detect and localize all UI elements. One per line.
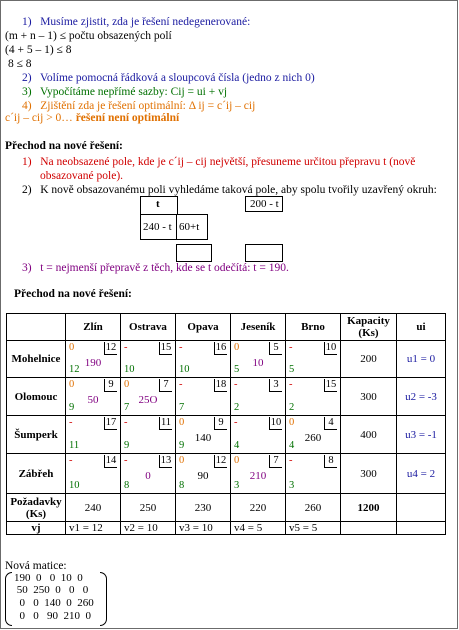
table-cell	[121, 416, 176, 454]
capacity-cell: 200	[341, 341, 397, 378]
cell-indirect: 11	[69, 440, 80, 451]
cell-delta: -	[179, 342, 183, 353]
table-cell	[231, 378, 286, 416]
col-header: Opava	[176, 314, 231, 341]
cell-delta: 0	[69, 342, 75, 353]
conclusion-result: řešení není optimální	[75, 112, 180, 124]
cell-indirect: 9	[179, 440, 185, 451]
matrix-row: 190 0 0 10 0	[14, 572, 83, 584]
table-row	[7, 454, 446, 494]
cell-delta: -	[69, 455, 73, 466]
cell-cost: 10	[270, 417, 282, 428]
table-row	[7, 416, 446, 454]
cell-delta: 0	[179, 455, 185, 466]
loop-top-right-label: 200 - t	[250, 198, 279, 210]
loop-t-label: t	[156, 198, 160, 210]
cell-cost: 10	[325, 342, 337, 353]
cell-indirect: 3	[234, 480, 240, 491]
cell-cost: 3	[269, 379, 282, 392]
empty-cell	[341, 522, 397, 535]
cell-delta: -	[124, 417, 128, 428]
matrix-row: 0 0 90 210 0	[14, 610, 91, 622]
cell-indirect: 3	[289, 480, 295, 491]
demand-cell: 230	[176, 494, 231, 522]
cell-delta: -	[289, 379, 293, 390]
transition-item-3: 3) t = nejmenší přepravě z těch, kde se t odečítá: t = 190.	[22, 262, 289, 274]
step-3: 3) Vypočítáme nepřímé sazby: Cij = ui + vj	[22, 86, 228, 98]
u-cell: u2 = -3	[397, 378, 446, 416]
cell-indirect: 12	[69, 364, 80, 375]
table-cell	[66, 378, 121, 416]
cell-cost: 9	[214, 417, 227, 430]
cell-amount: 25O	[138, 394, 158, 406]
cell-cost: 5	[269, 342, 282, 355]
table-cell	[66, 416, 121, 454]
table-cell	[176, 416, 231, 454]
v-label: vj	[7, 522, 66, 535]
matrix-row: 50 250 0 0 0	[14, 584, 89, 596]
matrix-label: Nová matice:	[5, 560, 67, 572]
cell-delta: 0	[234, 342, 240, 353]
table-cell	[231, 416, 286, 454]
cell-delta: -	[234, 417, 238, 428]
cell-delta: -	[289, 455, 293, 466]
cell-cost: 11	[160, 417, 172, 428]
cell-cost: 14	[105, 455, 117, 466]
formula-2: (4 + 5 – 1) ≤ 8	[5, 44, 72, 56]
cell-indirect: 10	[69, 480, 80, 491]
table-cell	[176, 454, 231, 494]
demand-label: Požadavky (Ks)	[7, 494, 66, 522]
loop-bottom-left-label: 240 - t	[143, 221, 172, 233]
v-row	[7, 522, 446, 535]
v-cell: v2 = 10	[121, 522, 176, 535]
cell-cost: 8	[324, 455, 337, 468]
table-row	[7, 378, 446, 416]
table-cell	[121, 454, 176, 494]
cell-cost: 12	[215, 455, 227, 466]
cell-amount: 210	[249, 470, 267, 482]
cell-delta: 0	[234, 455, 240, 466]
capacity-cell: 400	[341, 416, 397, 454]
table-cell	[66, 341, 121, 378]
cell-amount: 190	[84, 357, 102, 369]
cell-indirect: 8	[179, 480, 185, 491]
transition-heading: Přechod na nové řešení:	[5, 140, 123, 152]
cell-amount: 90	[197, 470, 209, 482]
row-header: Mohelnice	[7, 341, 66, 378]
v-cell: v3 = 10	[176, 522, 231, 535]
cell-amount: 0	[145, 470, 151, 482]
v-cell: v5 = 5	[286, 522, 341, 535]
total-cell: 1200	[341, 494, 397, 522]
cell-indirect: 10	[179, 364, 190, 375]
cell-indirect: 4	[289, 440, 295, 451]
cell-delta: 0	[179, 417, 185, 428]
cell-indirect: 4	[234, 440, 240, 451]
col-header: Zlín	[66, 314, 121, 341]
table-row	[7, 341, 446, 378]
cell-delta: 0	[69, 379, 75, 390]
table-cell	[286, 454, 341, 494]
transport-table	[6, 313, 446, 535]
cell-cost: 16	[215, 342, 227, 353]
cell-delta: -	[234, 379, 238, 390]
cell-delta: 0	[124, 379, 130, 390]
table-cell	[66, 454, 121, 494]
capacity-cell: 300	[341, 454, 397, 494]
table-cell	[121, 378, 176, 416]
cell-indirect: 5	[289, 364, 295, 375]
col-header: ui	[397, 314, 446, 341]
empty-cell	[397, 494, 446, 522]
col-header: Brno	[286, 314, 341, 341]
table-cell	[286, 378, 341, 416]
cell-cost: 18	[215, 379, 227, 390]
table-cell	[286, 416, 341, 454]
table-cell	[231, 454, 286, 494]
formula-1: (m + n – 1) ≤ počtu obsazených polí	[5, 30, 172, 42]
cell-indirect: 8	[124, 480, 130, 491]
cell-delta: -	[124, 342, 128, 353]
col-header: Kapacity (Ks)	[341, 314, 397, 341]
cell-delta: -	[124, 455, 128, 466]
matrix-bracket-right	[100, 572, 107, 626]
col-header: Ostrava	[121, 314, 176, 341]
cell-cost: 12	[105, 342, 117, 353]
cell-indirect: 2	[234, 402, 240, 413]
step-2: 2) Volíme pomocná řádková a sloupcová čísla (jedno z nich 0)	[22, 72, 315, 84]
loop-box-empty-1	[176, 244, 212, 262]
loop-bottom-mid-label: 60+t	[179, 221, 200, 233]
demand-row	[7, 494, 446, 522]
table-cell	[176, 378, 231, 416]
cell-delta: -	[69, 417, 73, 428]
u-cell: u4 = 2	[397, 454, 446, 494]
v-cell: v4 = 5	[231, 522, 286, 535]
table-cell	[286, 341, 341, 378]
row-header: Šumperk	[7, 416, 66, 454]
demand-cell: 250	[121, 494, 176, 522]
cell-indirect: 10	[124, 364, 135, 375]
conclusion	[5, 112, 179, 125]
cell-delta: -	[289, 342, 293, 353]
v-cell: v1 = 12	[66, 522, 121, 535]
loop-box-bottom-mid	[176, 214, 208, 240]
loop-box-bottom-left	[140, 214, 178, 240]
transition-item-1: 1) Na neobsazené pole, kde je c´ij – cij největší, přesuneme určitou přepravu t (nově	[22, 156, 416, 168]
table-corner	[7, 314, 66, 341]
cell-amount: 260	[304, 432, 322, 444]
demand-cell: 220	[231, 494, 286, 522]
cell-amount: 140	[194, 432, 212, 444]
cell-indirect: 7	[179, 402, 185, 413]
cell-indirect: 5	[234, 364, 240, 375]
u-cell: u3 = -1	[397, 416, 446, 454]
matrix-bracket-left	[5, 572, 12, 626]
loop-box-t	[140, 196, 178, 216]
cell-cost: 15	[160, 342, 172, 353]
formula-3: 8 ≤ 8	[8, 58, 32, 70]
table-cell	[121, 341, 176, 378]
cell-amount: 10	[252, 357, 264, 369]
step-4: 4) Zjištění zda je řešení optimální: Δ ij = c´ij – cij	[22, 100, 256, 112]
matrix-row: 0 0 140 0 260	[14, 597, 94, 609]
empty-cell	[397, 522, 446, 535]
cell-cost: 4	[324, 417, 337, 430]
row-header: Olomouc	[7, 378, 66, 416]
u-cell: u1 = 0	[397, 341, 446, 378]
cell-delta: 0	[289, 417, 295, 428]
col-header: Jeseník	[231, 314, 286, 341]
cell-cost: 17	[105, 417, 117, 428]
table-heading: Přechod na nové řešení:	[14, 288, 132, 300]
table-cell	[176, 341, 231, 378]
conclusion-condition: c´ij – cij > 0…	[5, 112, 76, 124]
cell-cost: 15	[325, 379, 337, 390]
loop-box-top-right	[245, 196, 283, 212]
demand-cell: 240	[66, 494, 121, 522]
cell-amount: 50	[87, 394, 99, 406]
loop-box-empty-2	[245, 244, 283, 262]
cell-delta: -	[179, 379, 183, 390]
demand-cell: 260	[286, 494, 341, 522]
cell-cost: 7	[159, 379, 172, 392]
transition-item-1b: obsazované pole).	[40, 170, 124, 182]
cell-cost: 9	[104, 379, 117, 392]
step-1: 1) Musíme zjistit, zda je řešení nedegenerované:	[22, 16, 251, 28]
row-header: Zábřeh	[7, 454, 66, 494]
cell-cost: 13	[160, 455, 172, 466]
cell-indirect: 9	[124, 440, 130, 451]
cell-indirect: 2	[289, 402, 295, 413]
table-cell	[231, 341, 286, 378]
cell-cost: 7	[269, 455, 282, 468]
capacity-cell: 300	[341, 378, 397, 416]
transition-item-2: 2) K novĕ obsazovanému poli vyhledáme taková pole, aby spolu tvořily uzavřený okruh:	[22, 184, 437, 196]
cell-indirect: 7	[124, 402, 130, 413]
cell-indirect: 9	[69, 402, 75, 413]
